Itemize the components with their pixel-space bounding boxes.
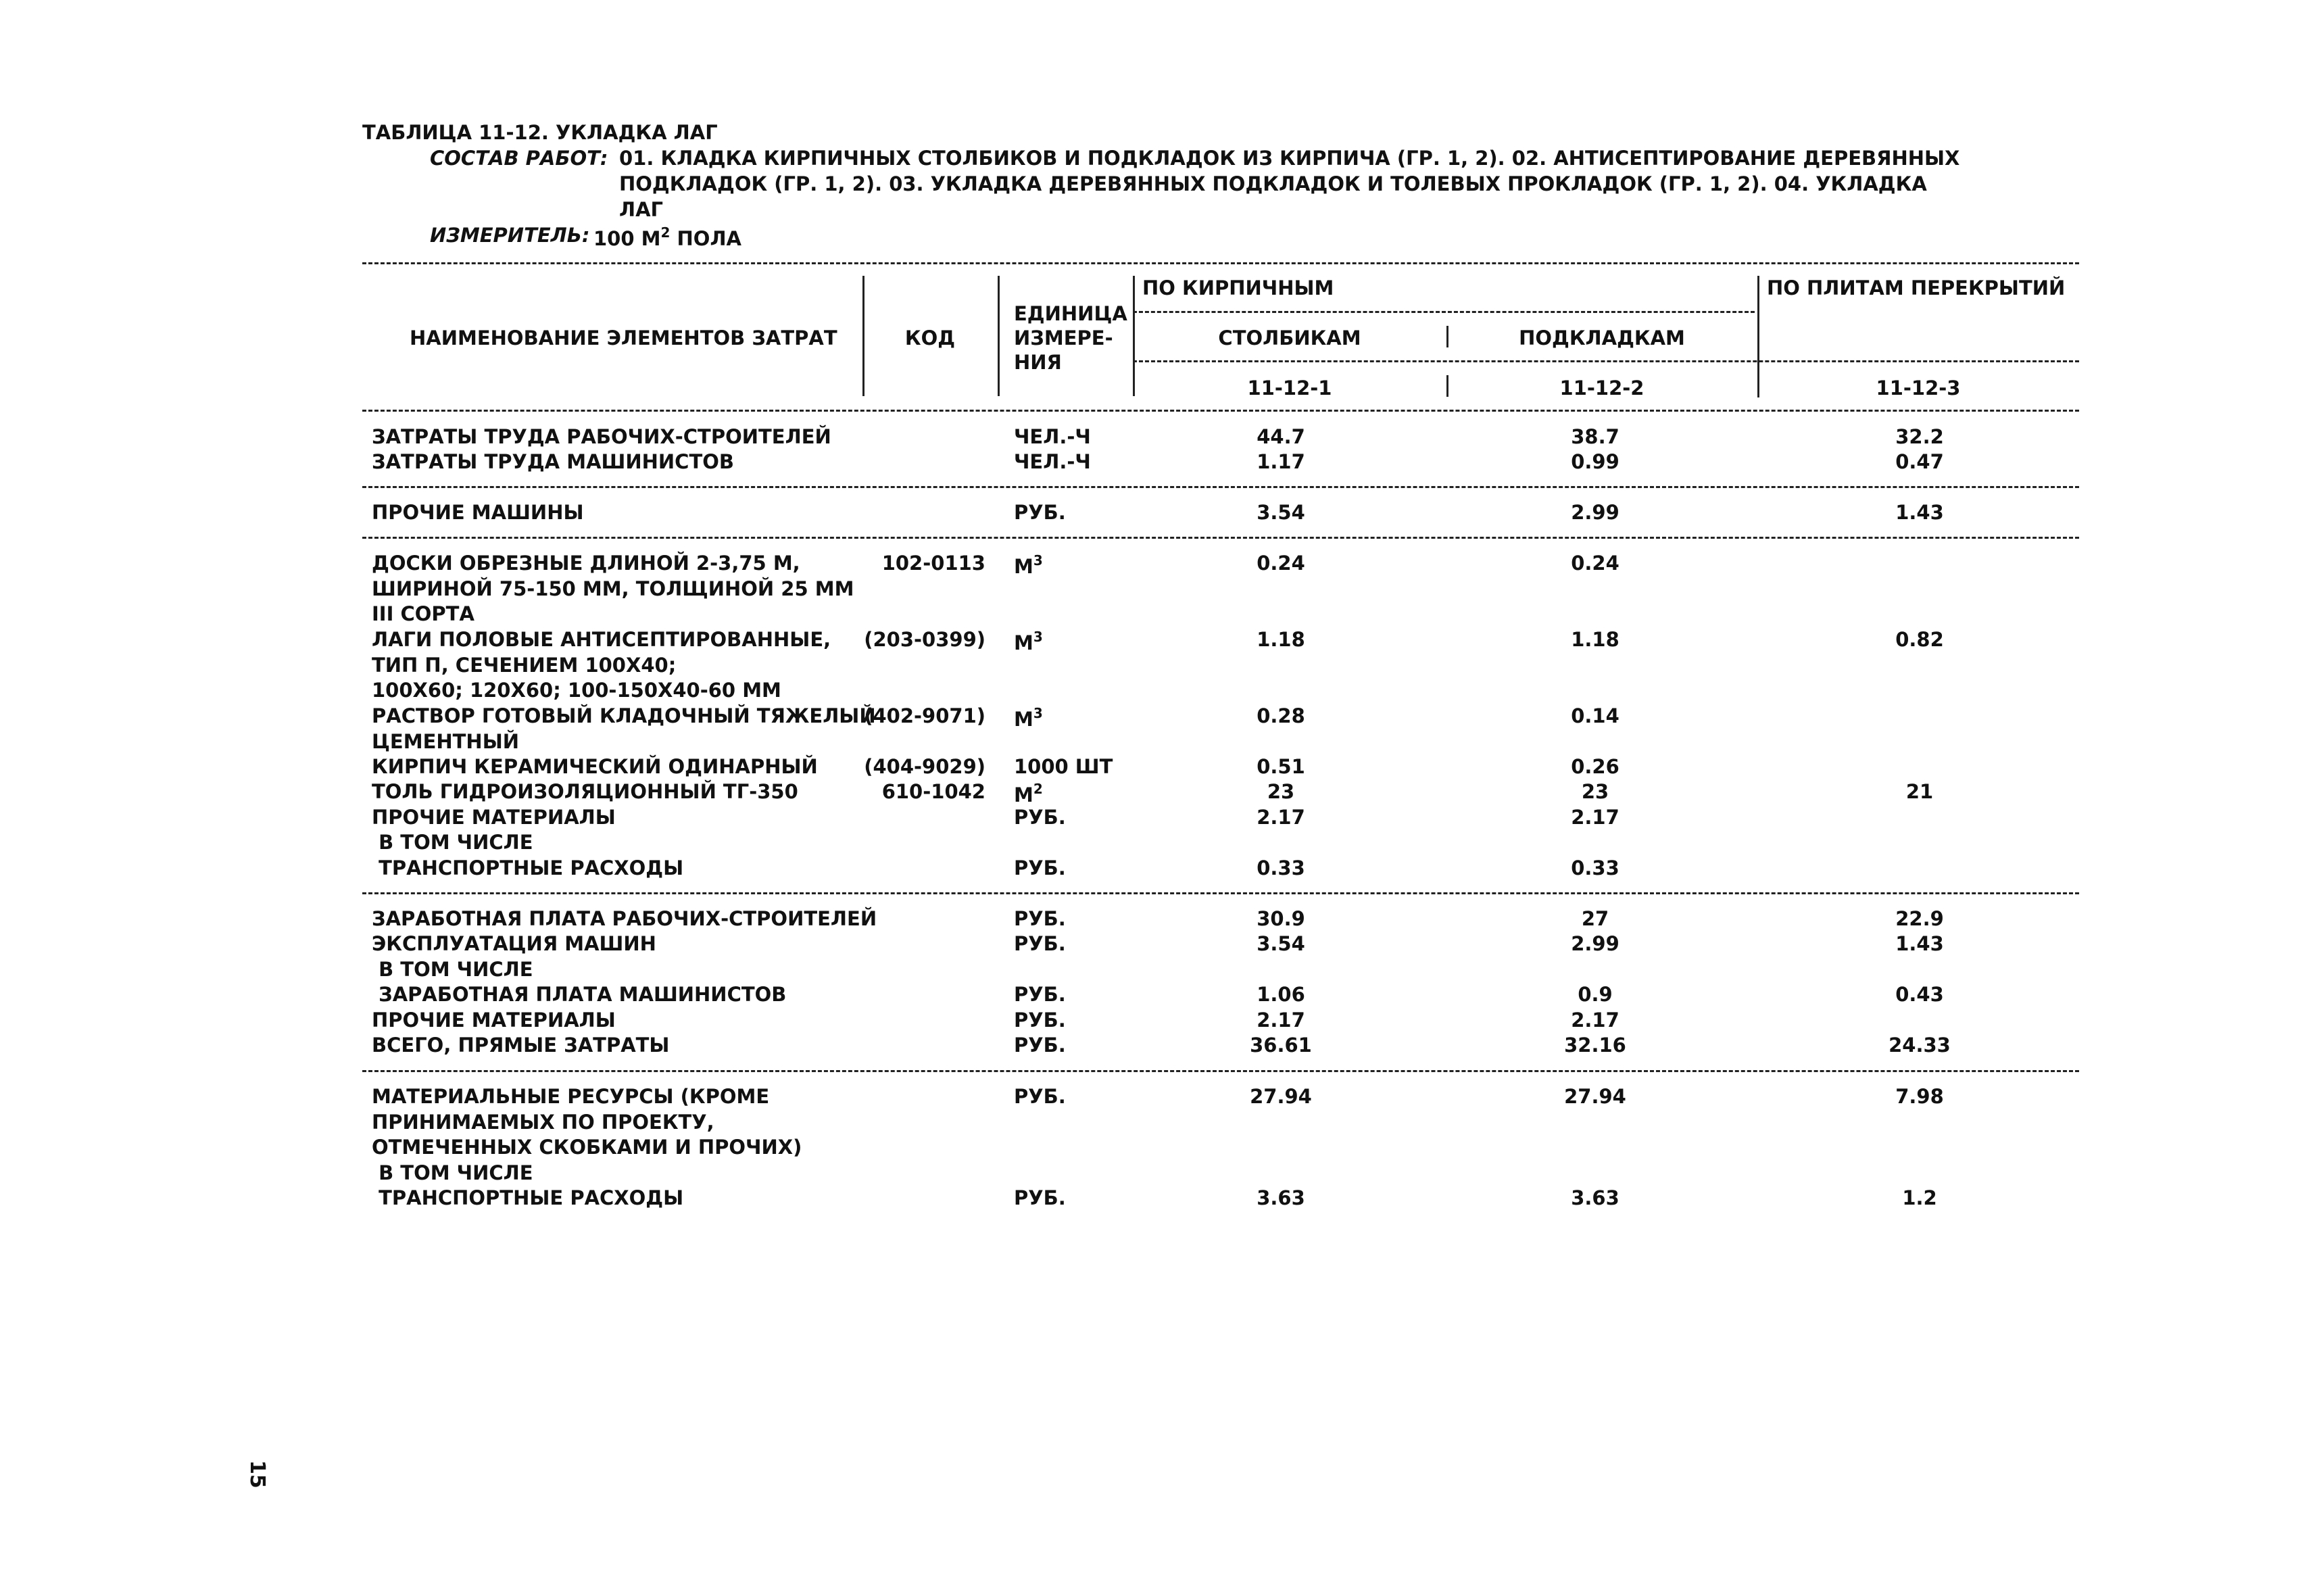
value-11-12-2: 2.99	[1571, 501, 1619, 524]
unit-of-measure	[1014, 934, 1066, 954]
unit-exponent: 3	[1033, 552, 1043, 569]
value-11-12-3: 32.2	[1895, 425, 1944, 448]
table-top-rule	[362, 262, 2079, 264]
value-11-12-1: 1.17	[1257, 450, 1305, 473]
table-title: ТАБЛИЦА 11-12. УКЛАДКА ЛАГ	[362, 121, 718, 144]
value-11-12-2: 0.26	[1571, 755, 1619, 778]
value-11-12-2: 0.9	[1578, 983, 1613, 1006]
unit-text: М	[1014, 555, 1033, 578]
value-11-12-1: 44.7	[1257, 425, 1305, 448]
cost-item-name: ТИП П, СЕЧЕНИЕМ 100Х40;	[372, 653, 677, 677]
unit-of-measure	[1014, 427, 1091, 447]
value-11-12-2: 27.94	[1564, 1085, 1626, 1108]
col-header-code: КОД	[904, 327, 956, 349]
unit-text: 1000 ШТ	[1014, 755, 1113, 778]
value-11-12-2: 2.17	[1571, 806, 1619, 829]
cost-item-name: ПРИНИМАЕМЫХ ПО ПРОЕКТУ,	[372, 1110, 714, 1134]
value-11-12-1: 3.63	[1257, 1186, 1305, 1209]
resource-code: (402-9071)	[864, 704, 985, 727]
value-11-12-2: 2.99	[1571, 932, 1619, 955]
resource-code: (203-0399)	[864, 628, 985, 651]
cost-item-name: ТРАНСПОРТНЫЕ РАСХОДЫ	[372, 856, 684, 879]
unit-text: РУБ.	[1014, 856, 1066, 879]
code-11-12-2: 11-12-2	[1559, 377, 1644, 400]
value-11-12-1: 1.18	[1257, 628, 1305, 651]
value-11-12-1: 27.94	[1250, 1085, 1312, 1108]
resource-code: (404-9029)	[864, 755, 985, 778]
unit-of-measure	[1014, 706, 1043, 729]
cost-item-name: III СОРТА	[372, 602, 474, 625]
unit-of-measure	[1014, 630, 1043, 653]
header-bottom-rule	[362, 410, 2079, 412]
value-11-12-1: 0.33	[1257, 856, 1305, 879]
value-11-12-1: 2.17	[1257, 1009, 1305, 1032]
value-11-12-1: 30.9	[1257, 907, 1305, 930]
value-11-12-3: 21	[1905, 780, 1934, 803]
cost-item-name: В ТОМ ЧИСЛЕ	[372, 958, 533, 981]
cost-item-name: ОТМЕЧЕННЫХ СКОБКАМИ И ПРОЧИХ)	[372, 1136, 802, 1159]
value-11-12-3: 22.9	[1895, 907, 1944, 930]
col-header-name: НАИМЕНОВАНИЕ ЭЛЕМЕНТОВ ЗАТРАТ	[410, 327, 837, 349]
composition-label: СОСТАВ РАБОТ:	[430, 147, 608, 170]
unit-exponent: 3	[1033, 705, 1043, 721]
subheader-posts: СТОЛБИКАМ	[1218, 327, 1361, 349]
unit-text: РУБ.	[1014, 1186, 1066, 1209]
unit-text: М	[1014, 708, 1033, 731]
value-11-12-2: 0.33	[1571, 856, 1619, 879]
unit-text: РУБ.	[1014, 501, 1066, 524]
unit-text: РУБ.	[1014, 983, 1066, 1006]
meter-value: 100 $М^2$ ПОЛА	[593, 224, 741, 250]
cost-item-name: В ТОМ ЧИСЛЕ	[372, 831, 533, 854]
value-11-12-1: 0.24	[1257, 552, 1305, 575]
group-rule	[1133, 311, 1755, 313]
resource-code: 102-0113	[881, 552, 985, 575]
group-header-brick: ПО КИРПИЧНЫМ	[1142, 276, 1334, 299]
value-11-12-2: 2.17	[1571, 1009, 1619, 1032]
meter-label: ИЗМЕРИТЕЛЬ:	[430, 224, 590, 247]
code-11-12-1: 11-12-1	[1247, 377, 1332, 400]
value-11-12-3: 7.98	[1895, 1085, 1944, 1108]
value-11-12-1: 0.51	[1257, 755, 1305, 778]
unit-text: М	[1014, 783, 1033, 806]
cost-item-name: ДОСКИ ОБРЕЗНЫЕ ДЛИНОЙ 2-3,75 М,	[372, 552, 800, 575]
unit-of-measure	[1014, 909, 1066, 929]
unit-of-measure	[1014, 757, 1113, 777]
cost-item-name: РАСТВОР ГОТОВЫЙ КЛАДОЧНЫЙ ТЯЖЕЛЫЙ	[372, 704, 876, 727]
value-11-12-2: 0.99	[1571, 450, 1619, 473]
unit-exponent: 2	[1033, 781, 1043, 797]
resource-code: 610-1042	[881, 780, 985, 803]
value-11-12-2: 1.18	[1571, 628, 1619, 651]
group-header-slab: ПО ПЛИТАМ ПЕРЕКРЫТИЙ	[1767, 276, 2066, 299]
composition-line: 01. КЛАДКА КИРПИЧНЫХ СТОЛБИКОВ И ПОДКЛАДОК ИЗ КИРПИЧА (ГР. 1, 2). 02. АНТИСЕПТИРОВАНИЕ ДЕРЕВЯННЫХ	[619, 147, 1960, 170]
cost-item-name: ШИРИНОЙ 75-150 ММ, ТОЛЩИНОЙ 25 ММ	[372, 577, 854, 600]
cost-item-name: ЗАРАБОТНАЯ ПЛАТА МАШИНИСТОВ	[372, 983, 787, 1006]
cost-item-name: МАТЕРИАЛЬНЫЕ РЕСУРСЫ (КРОМЕ	[372, 1085, 770, 1108]
cost-item-name: ЭКСПЛУАТАЦИЯ МАШИН	[372, 932, 656, 955]
value-11-12-2: 27	[1581, 907, 1609, 930]
unit-of-measure	[1014, 1188, 1066, 1208]
section-rule	[362, 537, 2079, 539]
subgroup-rule	[1133, 360, 2079, 362]
value-11-12-3: 0.82	[1895, 628, 1944, 651]
col-separator	[998, 276, 1000, 396]
unit-of-measure	[1014, 452, 1091, 472]
unit-of-measure	[1014, 503, 1066, 523]
cost-item-name: ТРАНСПОРТНЫЕ РАСХОДЫ	[372, 1186, 684, 1209]
cost-item-name: ТОЛЬ ГИДРОИЗОЛЯЦИОННЫЙ ТГ-350	[372, 780, 798, 803]
unit-of-measure	[1014, 808, 1066, 827]
unit-of-measure	[1014, 985, 1066, 1005]
value-11-12-1: 3.54	[1257, 501, 1305, 524]
value-11-12-1: 3.54	[1257, 932, 1305, 955]
unit-of-measure	[1014, 1036, 1066, 1055]
value-11-12-1: 36.61	[1250, 1034, 1312, 1057]
value-11-12-1: 23	[1267, 780, 1295, 803]
cost-item-name: ЗАТРАТЫ ТРУДА РАБОЧИХ-СТРОИТЕЛЕЙ	[372, 425, 831, 448]
unit-of-measure	[1014, 856, 1066, 879]
value-11-12-2: 32.16	[1564, 1034, 1626, 1057]
composition-line: ПОДКЛАДОК (ГР. 1, 2). 03. УКЛАДКА ДЕРЕВЯННЫХ ПОДКЛАДОК И ТОЛЕВЫХ ПРОКЛАДОК (ГР. 1, 2). 04. УКЛАДКА	[619, 172, 1927, 195]
cost-item-name: ЛАГИ ПОЛОВЫЕ АНТИСЕПТИРОВАННЫЕ,	[372, 628, 831, 651]
value-11-12-3: 0.43	[1895, 983, 1944, 1006]
unit-text: РУБ.	[1014, 806, 1066, 829]
cost-item-name: ЦЕМЕНТНЫЙ	[372, 729, 520, 753]
cost-item-name: ВСЕГО, ПРЯМЫЕ ЗАТРАТЫ	[372, 1034, 670, 1057]
page-number: 15	[245, 1460, 269, 1489]
cost-item-name: В ТОМ ЧИСЛЕ	[372, 1161, 533, 1184]
cost-item-name: КИРПИЧ КЕРАМИЧЕСКИЙ ОДИНАРНЫЙ	[372, 755, 818, 778]
unit-of-measure	[1014, 1011, 1066, 1030]
code-11-12-3: 11-12-3	[1876, 377, 1961, 400]
cost-item-name: 100Х60; 120Х60; 100-150Х40-60 ММ	[372, 679, 781, 702]
unit-exponent: 3	[1033, 629, 1043, 645]
cost-item-name: ПРОЧИЕ МАТЕРИАЛЫ	[372, 806, 616, 829]
unit-of-measure	[1014, 1087, 1066, 1107]
col-header-unit: ЕДИНИЦА	[1014, 302, 1127, 325]
composition-line: ЛАГ	[619, 198, 664, 221]
unit-text: РУБ.	[1014, 1009, 1066, 1032]
section-rule	[362, 486, 2079, 488]
value-11-12-2: 0.24	[1571, 552, 1619, 575]
value-11-12-2: 0.14	[1571, 704, 1619, 727]
cost-item-name: ЗАРАБОТНАЯ ПЛАТА РАБОЧИХ-СТРОИТЕЛЕЙ	[372, 907, 877, 930]
col-header-unit: ИЗМЕРЕ-	[1014, 327, 1113, 349]
value-11-12-3: 24.33	[1888, 1034, 1951, 1057]
unit-text: РУБ.	[1014, 1085, 1066, 1108]
cost-item-name: ЗАТРАТЫ ТРУДА МАШИНИСТОВ	[372, 450, 734, 473]
unit-text: РУБ.	[1014, 907, 1066, 930]
value-11-12-2: 23	[1581, 780, 1609, 803]
value-11-12-2: 38.7	[1571, 425, 1619, 448]
unit-of-measure	[1014, 782, 1043, 805]
unit-of-measure	[1014, 554, 1043, 577]
unit-text: ЧЕЛ.-Ч	[1014, 425, 1091, 448]
col-header-unit: НИЯ	[1014, 351, 1062, 374]
value-11-12-3: 0.47	[1895, 450, 1944, 473]
value-11-12-1: 2.17	[1257, 806, 1305, 829]
value-11-12-3: 1.43	[1895, 932, 1944, 955]
cost-item-name: ПРОЧИЕ МАШИНЫ	[372, 501, 584, 524]
subheader-pads: ПОДКЛАДКАМ	[1519, 327, 1685, 349]
cost-item-name: ПРОЧИЕ МАТЕРИАЛЫ	[372, 1009, 616, 1032]
unit-text: ЧЕЛ.-Ч	[1014, 450, 1091, 473]
unit-text: М	[1014, 631, 1033, 654]
value-11-12-1: 0.28	[1257, 704, 1305, 727]
unit-text: РУБ.	[1014, 932, 1066, 955]
value-11-12-2: 3.63	[1571, 1186, 1619, 1209]
section-rule	[362, 892, 2079, 894]
unit-text: РУБ.	[1014, 1034, 1066, 1057]
section-rule	[362, 1070, 2079, 1072]
value-11-12-3: 1.43	[1895, 501, 1944, 524]
value-11-12-1: 1.06	[1257, 983, 1305, 1006]
value-11-12-3: 1.2	[1902, 1186, 1937, 1209]
